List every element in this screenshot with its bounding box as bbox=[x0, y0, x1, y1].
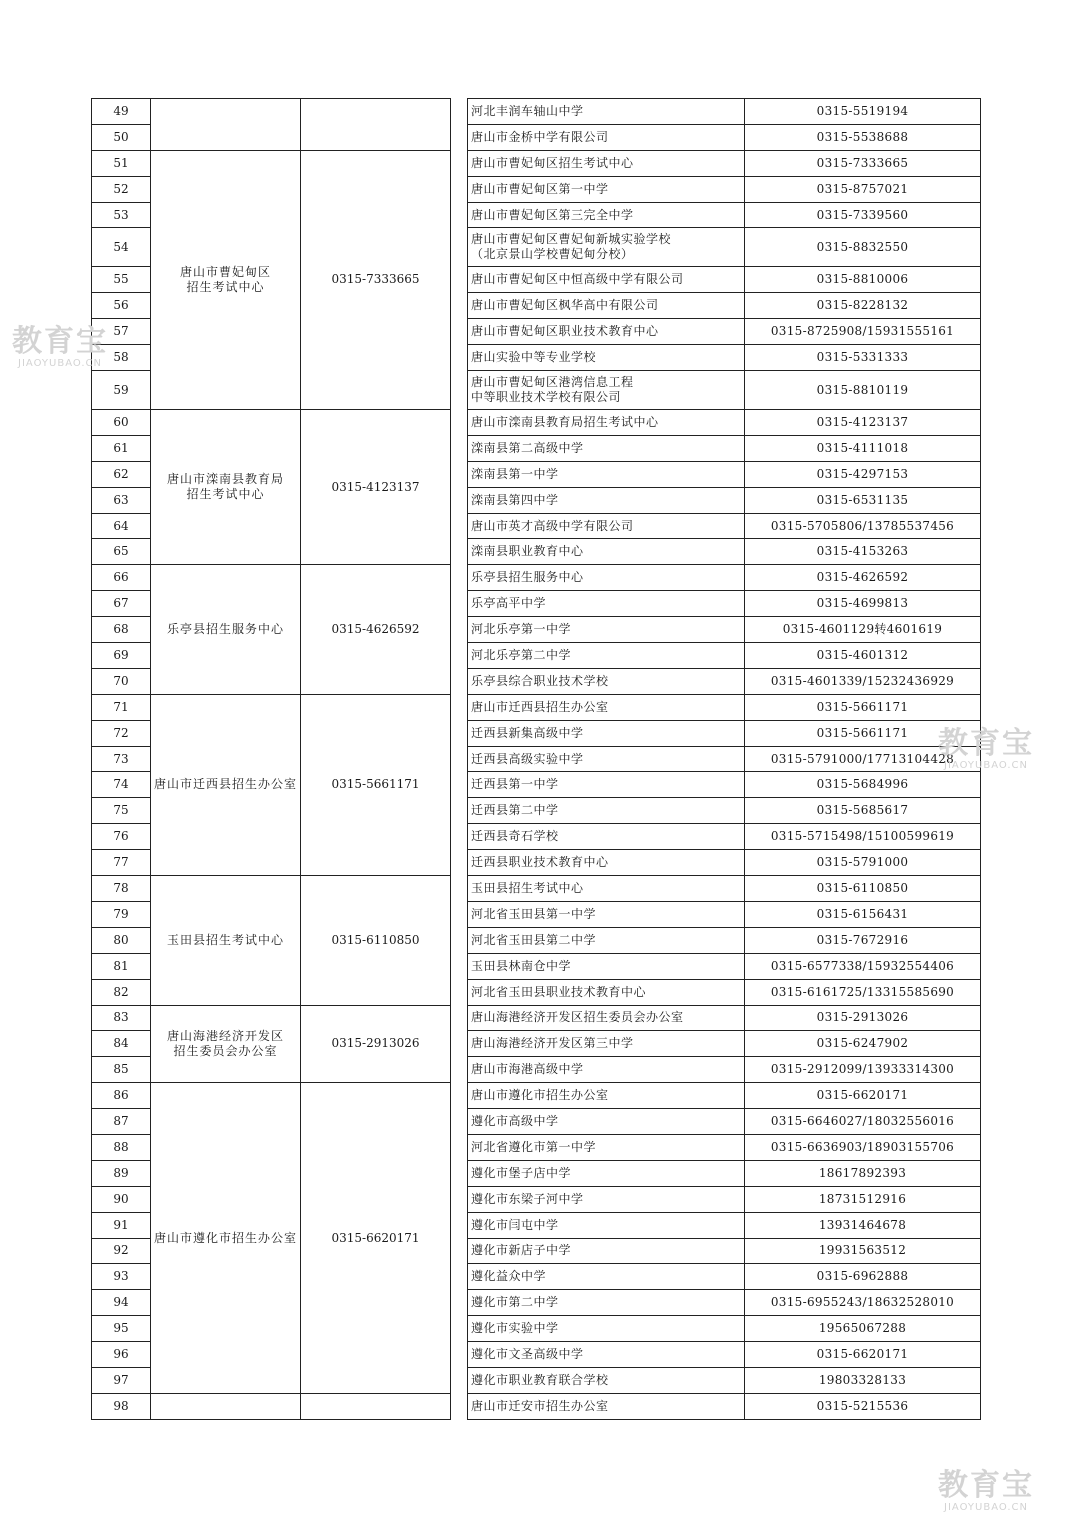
school-name bbox=[468, 617, 745, 643]
text-line: （北京景山学校曹妃甸分校） bbox=[471, 247, 634, 262]
school-phone: 0315-5685617 bbox=[745, 798, 981, 824]
department-name bbox=[151, 565, 301, 694]
row-number: 74 bbox=[92, 772, 151, 798]
school-phone: 0315-6577338/15932554406 bbox=[745, 953, 981, 979]
school-name bbox=[468, 1031, 745, 1057]
text-line: 滦南县职业教育中心 bbox=[471, 544, 584, 559]
school-name bbox=[468, 1290, 745, 1316]
school-phone: 19565067288 bbox=[745, 1316, 981, 1342]
school-phone: 0315-4123137 bbox=[745, 410, 981, 436]
text-line: 遵化市闫屯中学 bbox=[471, 1217, 559, 1232]
school-name bbox=[468, 1134, 745, 1160]
department-phone bbox=[301, 99, 451, 151]
school-phone: 0315-4297153 bbox=[745, 461, 981, 487]
school-name bbox=[468, 1186, 745, 1212]
table-row bbox=[92, 876, 981, 902]
text-line: 滦南县第二高级中学 bbox=[471, 440, 584, 455]
text-line: 唐山市迁安市招生办公室 bbox=[471, 1398, 609, 1413]
text-line: 遵化市东梁子河中学 bbox=[471, 1191, 584, 1206]
text-line: 滦南县第一中学 bbox=[471, 466, 559, 481]
row-number: 60 bbox=[92, 410, 151, 436]
row-number: 53 bbox=[92, 202, 151, 228]
school-phone: 0315-2912099/13933314300 bbox=[745, 1057, 981, 1083]
table-row bbox=[92, 1393, 981, 1419]
department-name bbox=[151, 410, 301, 565]
school-phone: 0315-6110850 bbox=[745, 876, 981, 902]
school-name bbox=[468, 565, 745, 591]
text-line: 唐山市曹妃甸区职业技术教育中心 bbox=[471, 324, 659, 339]
text-line: 唐山市海港高级中学 bbox=[471, 1062, 584, 1077]
text-line: 河北省玉田县第二中学 bbox=[471, 932, 597, 947]
school-phone: 0315-4601339/15232436929 bbox=[745, 668, 981, 694]
school-name bbox=[468, 293, 745, 319]
school-name bbox=[468, 99, 745, 125]
text-line: 滦南县第四中学 bbox=[471, 492, 559, 507]
spacer-column bbox=[451, 1393, 468, 1419]
table-row bbox=[92, 99, 981, 125]
school-name bbox=[468, 1057, 745, 1083]
department-phone: 0315-4626592 bbox=[301, 565, 451, 694]
row-number: 90 bbox=[92, 1186, 151, 1212]
school-name bbox=[468, 461, 745, 487]
row-number: 71 bbox=[92, 694, 151, 720]
text-line: 唐山市曹妃甸区第一中学 bbox=[471, 181, 609, 196]
school-phone: 18617892393 bbox=[745, 1160, 981, 1186]
school-phone: 0315-8228132 bbox=[745, 293, 981, 319]
school-phone: 0315-6636903/18903155706 bbox=[745, 1134, 981, 1160]
text-line: 唐山市迁西县招生办公室 bbox=[471, 699, 609, 714]
school-name bbox=[468, 953, 745, 979]
school-phone: 0315-4626592 bbox=[745, 565, 981, 591]
spacer-column bbox=[451, 1005, 468, 1083]
text-line: 唐山市迁西县招生办公室 bbox=[153, 777, 297, 792]
row-number: 88 bbox=[92, 1134, 151, 1160]
school-phone: 0315-5661171 bbox=[745, 694, 981, 720]
row-number: 89 bbox=[92, 1160, 151, 1186]
school-name bbox=[468, 124, 745, 150]
row-number: 73 bbox=[92, 746, 151, 772]
text-line: 迁西县职业技术教育中心 bbox=[471, 855, 609, 870]
row-number: 85 bbox=[92, 1057, 151, 1083]
school-phone: 0315-6955243/18632528010 bbox=[745, 1290, 981, 1316]
school-name bbox=[468, 850, 745, 876]
school-name bbox=[468, 1393, 745, 1419]
school-phone: 0315-6531135 bbox=[745, 487, 981, 513]
spacer-column bbox=[451, 1083, 468, 1394]
school-name bbox=[468, 979, 745, 1005]
row-number: 50 bbox=[92, 124, 151, 150]
row-number: 70 bbox=[92, 668, 151, 694]
school-name bbox=[468, 410, 745, 436]
row-number: 58 bbox=[92, 345, 151, 371]
department-name bbox=[151, 694, 301, 875]
text-line: 遵化市新店子中学 bbox=[471, 1243, 572, 1258]
row-number: 77 bbox=[92, 850, 151, 876]
school-name bbox=[468, 371, 745, 410]
school-name bbox=[468, 1083, 745, 1109]
row-number: 94 bbox=[92, 1290, 151, 1316]
school-phone: 0315-5331333 bbox=[745, 345, 981, 371]
row-number: 79 bbox=[92, 901, 151, 927]
school-name bbox=[468, 901, 745, 927]
school-name bbox=[468, 668, 745, 694]
department-name bbox=[151, 1393, 301, 1419]
department-name bbox=[151, 876, 301, 1005]
school-name bbox=[468, 513, 745, 539]
school-name bbox=[468, 1316, 745, 1342]
text-line: 唐山海港经济开发区招生委员会办公室 bbox=[471, 1010, 684, 1025]
school-name bbox=[468, 824, 745, 850]
school-name bbox=[468, 1238, 745, 1264]
text-line: 玉田县招生考试中心 bbox=[471, 880, 584, 895]
school-phone: 19803328133 bbox=[745, 1367, 981, 1393]
school-name bbox=[468, 267, 745, 293]
text-line: 河北省玉田县职业技术教育中心 bbox=[471, 984, 647, 999]
school-phone: 0315-6156431 bbox=[745, 901, 981, 927]
table-row bbox=[92, 150, 981, 176]
department-phone: 0315-6620171 bbox=[301, 1083, 451, 1394]
school-phone: 0315-8810006 bbox=[745, 267, 981, 293]
row-number: 65 bbox=[92, 539, 151, 565]
school-phone: 0315-5215536 bbox=[745, 1393, 981, 1419]
school-name bbox=[468, 202, 745, 228]
row-number: 96 bbox=[92, 1342, 151, 1368]
text-line: 遵化市职业教育联合学校 bbox=[471, 1372, 609, 1387]
school-name bbox=[468, 1212, 745, 1238]
school-name bbox=[468, 591, 745, 617]
watermark-url: JIAOYUBAO.CN bbox=[18, 358, 102, 369]
watermark-url: JIAOYUBAO.CN bbox=[944, 1502, 1028, 1513]
row-number: 82 bbox=[92, 979, 151, 1005]
text-line: 唐山市滦南县教育局 bbox=[166, 472, 284, 487]
text-line: 迁西县高级实验中学 bbox=[471, 751, 584, 766]
row-number: 67 bbox=[92, 591, 151, 617]
school-phone: 0315-4601129转4601619 bbox=[745, 617, 981, 643]
text-line: 遵化市堡子店中学 bbox=[471, 1165, 572, 1180]
text-line: 遵化益众中学 bbox=[471, 1269, 547, 1284]
row-number: 95 bbox=[92, 1316, 151, 1342]
department-name bbox=[151, 1005, 301, 1083]
enrollment-contact-table bbox=[91, 98, 981, 1420]
row-number: 87 bbox=[92, 1109, 151, 1135]
text-line: 招生考试中心 bbox=[186, 487, 265, 502]
row-number: 62 bbox=[92, 461, 151, 487]
row-number: 78 bbox=[92, 876, 151, 902]
text-line: 河北省遵化市第一中学 bbox=[471, 1139, 597, 1154]
row-number: 72 bbox=[92, 720, 151, 746]
row-number: 98 bbox=[92, 1393, 151, 1419]
text-line: 招生考试中心 bbox=[186, 279, 265, 294]
watermark-bottom-right bbox=[938, 1470, 1034, 1514]
school-name bbox=[468, 1005, 745, 1031]
text-line: 唐山市滦南县教育局招生考试中心 bbox=[471, 414, 659, 429]
school-name bbox=[468, 150, 745, 176]
row-number: 64 bbox=[92, 513, 151, 539]
school-phone: 0315-6962888 bbox=[745, 1264, 981, 1290]
row-number: 57 bbox=[92, 319, 151, 345]
school-name bbox=[468, 319, 745, 345]
school-phone: 0315-8810119 bbox=[745, 371, 981, 410]
table-body bbox=[92, 99, 981, 1420]
row-number: 49 bbox=[92, 99, 151, 125]
text-line: 河北丰润车轴山中学 bbox=[471, 103, 584, 118]
table-row bbox=[92, 410, 981, 436]
text-line: 唐山市曹妃甸区 bbox=[179, 264, 271, 279]
row-number: 93 bbox=[92, 1264, 151, 1290]
department-name bbox=[151, 99, 301, 151]
school-phone: 0315-5538688 bbox=[745, 124, 981, 150]
text-line: 招生委员会办公室 bbox=[173, 1043, 278, 1058]
school-phone: 0315-2913026 bbox=[745, 1005, 981, 1031]
school-phone: 0315-5519194 bbox=[745, 99, 981, 125]
table-row bbox=[92, 1083, 981, 1109]
school-phone: 0315-7672916 bbox=[745, 927, 981, 953]
row-number: 56 bbox=[92, 293, 151, 319]
school-name bbox=[468, 1109, 745, 1135]
text-line: 唐山市金桥中学有限公司 bbox=[471, 129, 609, 144]
school-name bbox=[468, 1160, 745, 1186]
row-number: 75 bbox=[92, 798, 151, 824]
table-row bbox=[92, 565, 981, 591]
row-number: 84 bbox=[92, 1031, 151, 1057]
text-line: 玉田县招生考试中心 bbox=[166, 932, 284, 947]
text-line: 迁西县奇石学校 bbox=[471, 829, 559, 844]
row-number: 83 bbox=[92, 1005, 151, 1031]
text-line: 唐山市遵化市招生办公室 bbox=[153, 1230, 297, 1245]
row-number: 55 bbox=[92, 267, 151, 293]
spacer-column bbox=[451, 150, 468, 409]
school-name bbox=[468, 876, 745, 902]
text-line: 唐山海港经济开发区第三中学 bbox=[471, 1036, 634, 1051]
department-name bbox=[151, 1083, 301, 1394]
school-phone: 0315-6620171 bbox=[745, 1342, 981, 1368]
text-line: 乐亭县招生服务中心 bbox=[471, 570, 584, 585]
school-name bbox=[468, 539, 745, 565]
school-name bbox=[468, 487, 745, 513]
department-name bbox=[151, 150, 301, 409]
school-phone: 0315-6646027/18032556016 bbox=[745, 1109, 981, 1135]
text-line: 玉田县林南仓中学 bbox=[471, 958, 572, 973]
text-line: 遵化市文圣高级中学 bbox=[471, 1347, 584, 1362]
text-line: 中等职业技术学校有限公司 bbox=[471, 390, 622, 405]
school-phone: 13931464678 bbox=[745, 1212, 981, 1238]
school-phone: 0315-5705806/13785537456 bbox=[745, 513, 981, 539]
text-line: 遵化市第二中学 bbox=[471, 1295, 559, 1310]
row-number: 52 bbox=[92, 176, 151, 202]
school-phone: 0315-7333665 bbox=[745, 150, 981, 176]
school-name bbox=[468, 1264, 745, 1290]
school-phone: 0315-4153263 bbox=[745, 539, 981, 565]
school-phone: 0315-4111018 bbox=[745, 435, 981, 461]
text-line: 唐山市英才高级中学有限公司 bbox=[471, 518, 634, 533]
text-line: 河北乐亭第二中学 bbox=[471, 647, 572, 662]
text-line: 唐山市曹妃甸区招生考试中心 bbox=[471, 155, 634, 170]
row-number: 81 bbox=[92, 953, 151, 979]
text-line: 唐山市曹妃甸区第三完全中学 bbox=[471, 207, 634, 222]
row-number: 91 bbox=[92, 1212, 151, 1238]
department-phone: 0315-4123137 bbox=[301, 410, 451, 565]
row-number: 63 bbox=[92, 487, 151, 513]
department-phone: 0315-5661171 bbox=[301, 694, 451, 875]
school-phone: 0315-6620171 bbox=[745, 1083, 981, 1109]
row-number: 61 bbox=[92, 435, 151, 461]
row-number: 69 bbox=[92, 643, 151, 669]
school-phone: 0315-4699813 bbox=[745, 591, 981, 617]
text-line: 遵化市实验中学 bbox=[471, 1321, 559, 1336]
spacer-column bbox=[451, 410, 468, 565]
school-name bbox=[468, 643, 745, 669]
department-phone: 0315-6110850 bbox=[301, 876, 451, 1005]
school-phone: 0315-5684996 bbox=[745, 772, 981, 798]
text-line: 乐亭县招生服务中心 bbox=[166, 622, 284, 637]
text-line: 唐山海港经济开发区 bbox=[166, 1028, 284, 1043]
table-row bbox=[92, 1005, 981, 1031]
row-number: 54 bbox=[92, 228, 151, 267]
watermark-left bbox=[12, 326, 108, 370]
school-name bbox=[468, 927, 745, 953]
spacer-column bbox=[451, 565, 468, 694]
school-phone: 0315-7339560 bbox=[745, 202, 981, 228]
text-line: 唐山实验中等专业学校 bbox=[471, 350, 597, 365]
school-name bbox=[468, 1342, 745, 1368]
school-name bbox=[468, 798, 745, 824]
school-name bbox=[468, 746, 745, 772]
table-row bbox=[92, 694, 981, 720]
school-phone: 0315-5791000 bbox=[745, 850, 981, 876]
school-phone: 0315-8832550 bbox=[745, 228, 981, 267]
school-phone: 0315-4601312 bbox=[745, 643, 981, 669]
school-phone: 0315-6161725/13315585690 bbox=[745, 979, 981, 1005]
department-phone: 0315-2913026 bbox=[301, 1005, 451, 1083]
row-number: 59 bbox=[92, 371, 151, 410]
row-number: 66 bbox=[92, 565, 151, 591]
row-number: 97 bbox=[92, 1367, 151, 1393]
text-line: 迁西县第二中学 bbox=[471, 803, 559, 818]
text-line: 河北乐亭第一中学 bbox=[471, 622, 572, 637]
school-name bbox=[468, 720, 745, 746]
school-phone: 0315-8757021 bbox=[745, 176, 981, 202]
text-line: 唐山市曹妃甸区中恒高级中学有限公司 bbox=[471, 272, 684, 287]
text-line: 迁西县新集高级中学 bbox=[471, 725, 584, 740]
school-phone: 0315-6247902 bbox=[745, 1031, 981, 1057]
school-name bbox=[468, 1367, 745, 1393]
watermark-right bbox=[938, 728, 1034, 772]
school-name bbox=[468, 435, 745, 461]
text-line: 唐山市曹妃甸区枫华高中有限公司 bbox=[471, 298, 659, 313]
text-line: 遵化市高级中学 bbox=[471, 1114, 559, 1128]
school-phone: 0315-5661171 bbox=[745, 720, 981, 746]
school-phone: 0315-5791000/17713104428 bbox=[745, 746, 981, 772]
watermark-text: 教育宝 bbox=[938, 1468, 1034, 1503]
school-name bbox=[468, 772, 745, 798]
text-line: 唐山市遵化市招生办公室 bbox=[471, 1088, 609, 1103]
row-number: 68 bbox=[92, 617, 151, 643]
spacer-column bbox=[451, 876, 468, 1005]
department-phone: 0315-7333665 bbox=[301, 150, 451, 409]
text-line: 唐山市曹妃甸区港湾信息工程 bbox=[471, 375, 634, 390]
text-line: 河北省玉田县第一中学 bbox=[471, 906, 597, 921]
school-name bbox=[468, 176, 745, 202]
school-phone: 18731512916 bbox=[745, 1186, 981, 1212]
text-line: 唐山市曹妃甸区曹妃甸新城实验学校 bbox=[471, 232, 672, 247]
school-name bbox=[468, 694, 745, 720]
spacer-column bbox=[451, 694, 468, 875]
school-name bbox=[468, 345, 745, 371]
watermark-text: 教育宝 bbox=[938, 726, 1034, 761]
text-line: 迁西县第一中学 bbox=[471, 777, 559, 792]
text-line: 乐亭高平中学 bbox=[471, 596, 547, 611]
watermark-url: JIAOYUBAO.CN bbox=[944, 760, 1028, 771]
row-number: 76 bbox=[92, 824, 151, 850]
row-number: 51 bbox=[92, 150, 151, 176]
row-number: 92 bbox=[92, 1238, 151, 1264]
department-phone bbox=[301, 1393, 451, 1419]
row-number: 80 bbox=[92, 927, 151, 953]
spacer-column bbox=[451, 99, 468, 151]
school-name bbox=[468, 228, 745, 267]
school-phone: 19931563512 bbox=[745, 1238, 981, 1264]
text-line: 乐亭县综合职业技术学校 bbox=[471, 673, 609, 688]
school-phone: 0315-8725908/15931555161 bbox=[745, 319, 981, 345]
school-phone: 0315-5715498/15100599619 bbox=[745, 824, 981, 850]
watermark-text: 教育宝 bbox=[12, 324, 108, 359]
row-number: 86 bbox=[92, 1083, 151, 1109]
